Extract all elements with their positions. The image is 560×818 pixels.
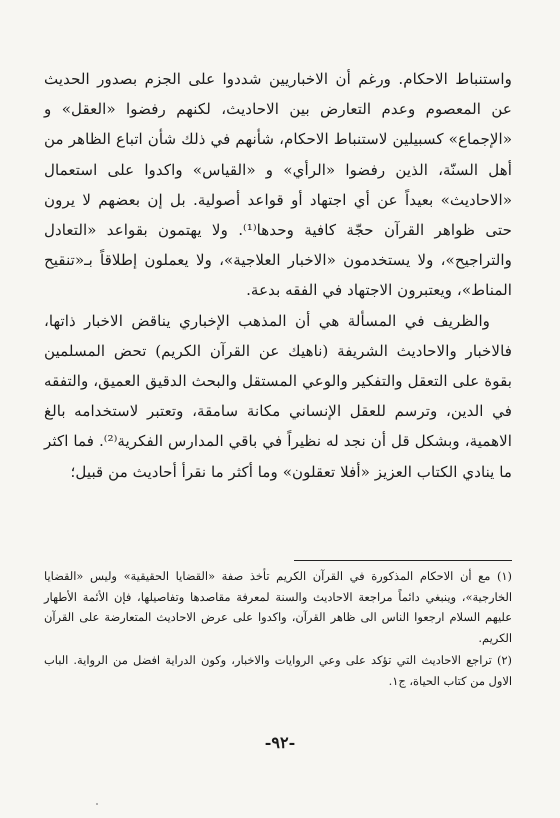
footnotes	[44, 566, 512, 693]
paragraph-1: واستنباط الاحكام. ورغم أن الاخباريين شددوا على الجزم بصدور الحديث عن المعصوم وعدم التعارض بين الاحاديث، لكنهم رفضوا «العقل» و «الإجماع» كسبيلين لاستنباط الاحكام، شأنهم في ذلك شأن اتباع الظاهر من أهل السنّة، الذين رفضوا «الرأي» و «القياس» واكدوا على استعمال «الاحاديث» بعيداً عن أي اجتهاد أو قواعد أصولية. بل إن بعضهم لا يرون حتى ظواهر القرآن حجّة كافية وحدها⁽¹⁾. ولا يهتمون بقواعد «التعادل والتراجيح»، ولا يستخدمون «الاخبار العلاجية»، ولا يعملون إطلاقاً بـ«تنقيح المناط»، ويعتبرون الاجتهاد في الفقه بدعة.	[44, 70, 512, 300]
footnote-2: (٢) تراجع الاحاديث التي تؤكد على وعي الروايات والاخبار، وكون الدراية افضل من الرواية. الباب الاول من كتاب الحياة، ج١.	[44, 653, 512, 688]
footnote-separator	[294, 560, 512, 561]
scan-speck	[96, 803, 98, 805]
paragraph-2: والظريف في المسألة هي أن المذهب الإخباري يناقض الاخبار ذاتها، فالاخبار والاحاديث الشريفة (ناهيك عن القرآن الكريم) تحض المسلمين بقوة على التعقل والتفكير والوعي المستقل والبحث الدقيق العميق، والتفقه في الدين، وترسم للعقل الإنساني مكانة سامقة، وتعتبر لاستخدامه بالغ الاهمية، وبشكل قل أن نجد له نظيراً في باقي المدارس الفكرية⁽²⁾. فما اكثر ما ينادي الكتاب العزيز «أفلا تعقلون» وما أكثر ما نقرأ أحاديث من قبيل؛	[44, 311, 512, 481]
page-number: -٩٢-	[264, 733, 296, 752]
footnote-1: (١) مع أن الاحكام المذكورة في القرآن الكريم تأخذ صفة «القضايا الحقيقية» وليس «القضايا الخارجية»، وينبغي دائماً مراجعة الاحاديث والسنة لمعرفة مقاصدها وتفاصيلها، فإن الأئمة الأطهار عليهم السلام ارجعوا الناس الى ظاهر القرآن، واكدوا على عرض الاحاديث المتعارضة على القرآن الكريم.	[44, 569, 512, 645]
main-text	[44, 64, 512, 487]
